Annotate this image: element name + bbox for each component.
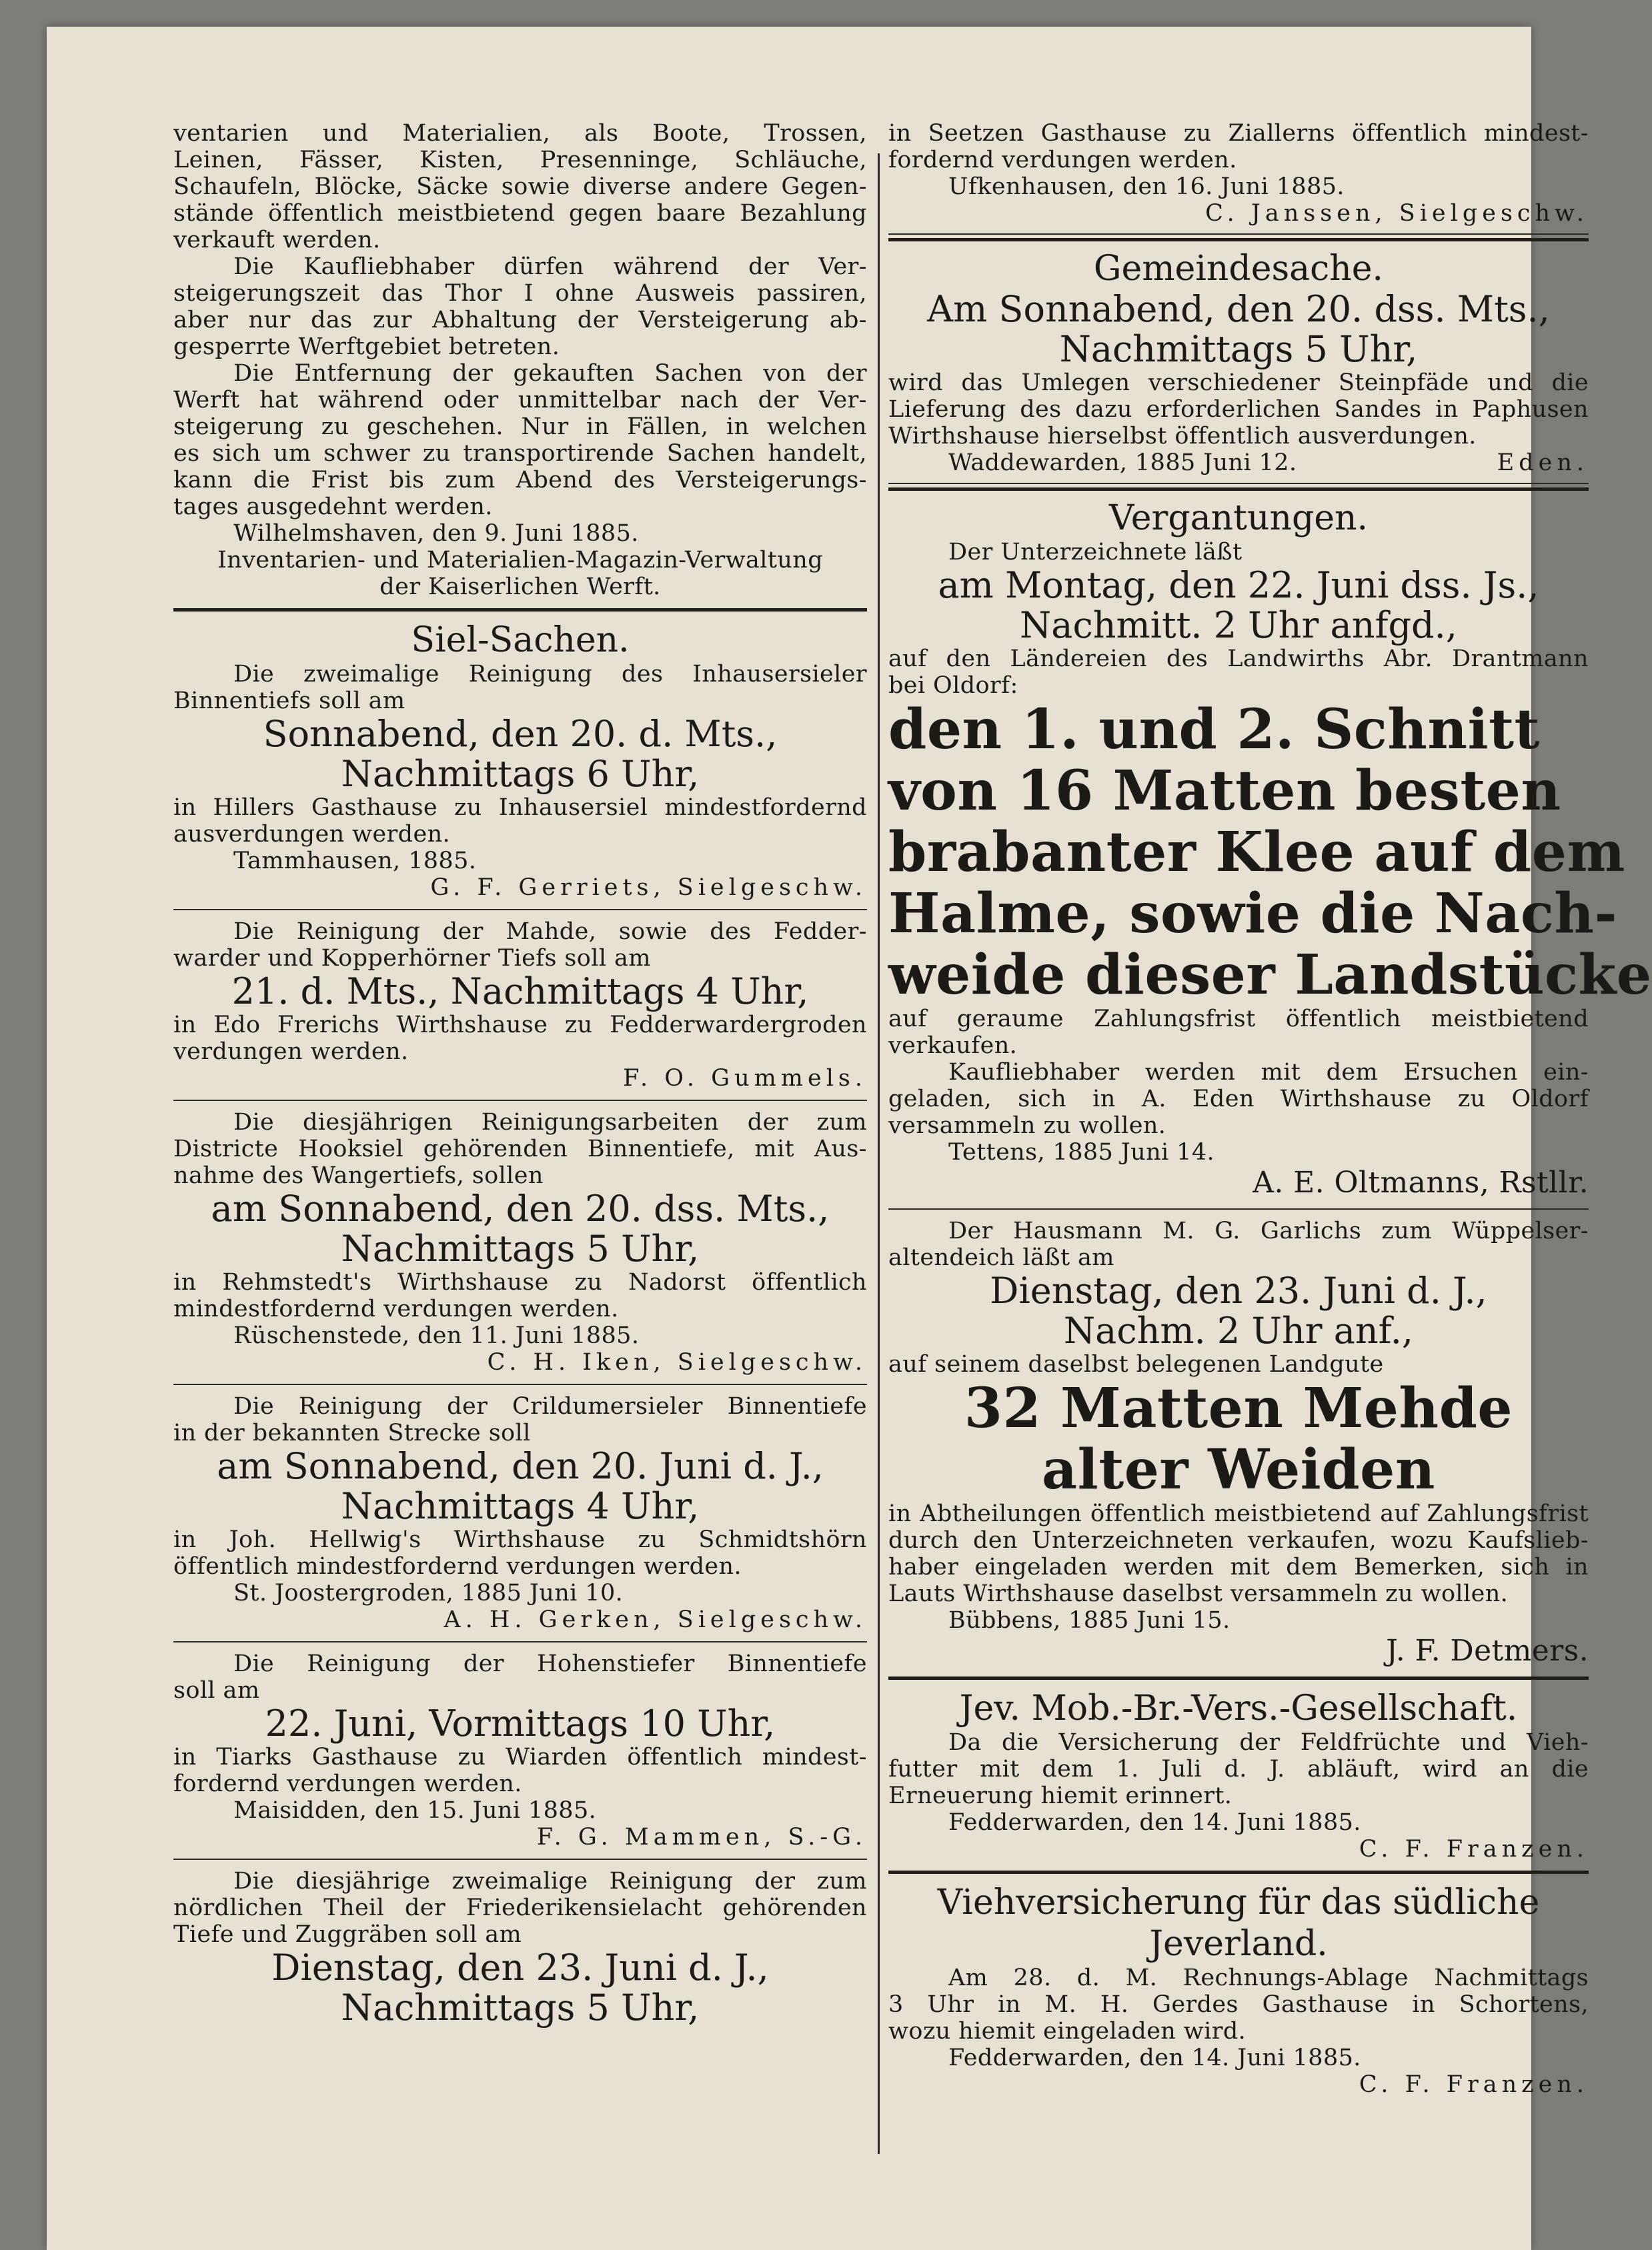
notice-rule: [173, 1100, 867, 1101]
date-headline: Dienstag, den 23. Juni d. J.,: [990, 1270, 1487, 1312]
text-line: Wirthshause hierselbst öffentlich ausverdungen.: [888, 423, 1477, 449]
text-line: es sich um schwer zu transportirende Sachen handelt,: [173, 440, 867, 467]
text-line: Die Entfernung der gekauften Sachen von der: [233, 360, 867, 387]
signature: G. F. Gerriets, Sielgeschw.: [430, 874, 867, 901]
text-line: geladen, sich in A. Eden Wirthshause zu Oldorf: [888, 1086, 1589, 1112]
text-line: in der bekannten Strecke soll: [173, 1420, 531, 1446]
text-line: Der Unterzeichnete läßt: [948, 539, 1243, 566]
text-line: Die zweimalige Reinigung des Inhausersieler: [233, 661, 867, 688]
newspaper-page: [47, 27, 1652, 2250]
auction-headline: den 1. und 2. Schnitt: [888, 698, 1540, 762]
date-signature-row: [888, 449, 1589, 476]
notice-rule: [173, 1859, 867, 1860]
date-line: Maisidden, den 15. Juni 1885.: [233, 1797, 597, 1824]
right-column: [888, 120, 1652, 2098]
time-headline: Nachmittags 5 Uhr,: [1059, 328, 1418, 370]
signature: C. Janssen, Sielgeschw.: [1205, 200, 1589, 227]
notice-rule: [888, 1208, 1589, 1210]
auction-headline: weide dieser Landstücke: [888, 943, 1652, 1007]
signature: C. F. Franzen.: [1359, 1836, 1589, 1863]
text-line: fordernd verdungen werden.: [173, 1771, 522, 1797]
section-heading: Jeverland.: [1149, 1924, 1328, 1964]
column-divider: [878, 153, 880, 2154]
text-line: aber nur das zur Abhaltung der Versteigerung ab-: [173, 307, 867, 333]
text-line: Kaufliebhaber werden mit dem Ersuchen ein-: [948, 1059, 1589, 1086]
text-line: in Joh. Hellwig's Wirthshause zu Schmidtshörn: [173, 1526, 867, 1553]
time-headline: Nachmittags 5 Uhr,: [341, 1228, 700, 1270]
text-line: in Edo Frerichs Wirthshause zu Fedderwardergroden: [173, 1012, 867, 1038]
signature: F. G. Mammen, S.-G.: [536, 1824, 867, 1851]
date-line: Fedderwarden, den 14. Juni 1885.: [948, 1809, 1361, 1836]
text-line: ausverdungen werden.: [173, 821, 451, 848]
left-column: [173, 120, 867, 2028]
text-line: auf seinem daselbst belegenen Landgute: [888, 1351, 1384, 1378]
text-line: 3 Uhr in M. H. Gerdes Gasthause in Schortens,: [888, 1991, 1589, 2018]
date-line: Tammhausen, 1885.: [233, 848, 477, 874]
text-line: Werft hat während oder unmittelbar nach der Ver-: [173, 387, 867, 413]
signature: A. H. Gerken, Sielgeschw.: [444, 1606, 867, 1633]
text-line: haber eingeladen werden mit dem Bemerken, sich in: [888, 1554, 1589, 1580]
text-line: Der Hausmann M. G. Garlichs zum Wüppelser-: [948, 1218, 1589, 1244]
text-line: Die Kaufliebhaber dürfen während der Ver-: [233, 253, 867, 280]
text-line: verkaufen.: [888, 1032, 1018, 1059]
date-line: Waddewarden, 1885 Juni 12.: [948, 449, 1297, 476]
text-line: in Rehmstedt's Wirthshause zu Nadorst öffentlich: [173, 1269, 867, 1296]
text-line: kann die Frist bis zum Abend des Versteigerungs-: [173, 467, 867, 493]
text-line: Schaufeln, Blöcke, Säcke sowie diverse andere Gegen-: [173, 173, 867, 200]
auction-headline: Halme, sowie die Nach-: [888, 882, 1617, 946]
section-heading: Gemeindesache.: [1093, 249, 1384, 289]
text-line: nahme des Wangertiefs, sollen: [173, 1162, 544, 1189]
notice-rule: [173, 1641, 867, 1642]
text-line: steigerungszeit das Thor I ohne Ausweis passiren,: [173, 280, 867, 307]
date-headline: am Sonnabend, den 20. Juni d. J.,: [217, 1445, 824, 1487]
text-line: auf geraume Zahlungsfrist öffentlich meistbietend: [888, 1006, 1589, 1032]
text-line: verkauft werden.: [173, 227, 381, 253]
text-line: Die diesjährigen Reinigungsarbeiten der zum: [233, 1109, 867, 1136]
date-line: Rüschenstede, den 11. Juni 1885.: [233, 1322, 640, 1349]
text-line: mindestfordernd verdungen werden.: [173, 1296, 619, 1322]
text-line: Am 28. d. M. Rechnungs-Ablage Nachmittags: [948, 1965, 1589, 1991]
date-headline: 22. Juni, Vormittags 10 Uhr,: [265, 1703, 776, 1745]
text-line: Districte Hooksiel gehörenden Binnentiefe, mit Aus-: [173, 1136, 867, 1162]
text-line: ventarien und Materialien, als Boote, Trossen,: [173, 120, 867, 147]
text-line: versammeln zu wollen.: [888, 1112, 1166, 1139]
notice-rule: [173, 909, 867, 910]
text-line: Lieferung des dazu erforderlichen Sandes in Paphusen: [888, 396, 1589, 423]
date-headline: Sonnabend, den 20. d. Mts.,: [263, 713, 778, 755]
section-rule: [888, 233, 1589, 241]
section-rule: [888, 1871, 1589, 1874]
text-line: Die Reinigung der Hohenstiefer Binnentiefe: [233, 1650, 867, 1677]
text-line: tages ausgedehnt werden.: [173, 493, 493, 520]
text-line: steigerung zu geschehen. Nur in Fällen, in welchen: [173, 413, 867, 440]
time-headline: Nachmittags 4 Uhr,: [341, 1485, 700, 1527]
section-rule: [888, 1676, 1589, 1680]
text-line: wird das Umlegen verschiedener Steinpfäde und die: [888, 369, 1589, 396]
time-headline: Nachmitt. 2 Uhr anfgd.,: [1020, 604, 1457, 646]
text-line: warder und Kopperhörner Tiefs soll am: [173, 945, 651, 972]
text-line: Binnentiefs soll am: [173, 688, 405, 714]
text-line: gesperrte Werftgebiet betreten.: [173, 333, 560, 360]
section-heading: Siel-Sachen.: [411, 620, 630, 660]
notice-rule: [173, 1384, 867, 1385]
signature: A. E. Oltmanns, Rstllr.: [1253, 1166, 1589, 1200]
text-line: durch den Unterzeichneten verkaufen, wozu Kaufslieb-: [888, 1527, 1589, 1554]
text-line: in Tiarks Gasthause zu Wiarden öffentlich mindest-: [173, 1744, 867, 1771]
signature: J. F. Detmers.: [1386, 1634, 1589, 1668]
signature: F. O. Gummels.: [623, 1065, 867, 1092]
section-heading: Vergantungen.: [1108, 498, 1369, 538]
text-line: bei Oldorf:: [888, 672, 1018, 699]
text-line: Lauts Wirthshause daselbst versammeln zu wollen.: [888, 1580, 1509, 1607]
section-rule: [888, 483, 1589, 491]
auction-headline: von 16 Matten besten: [888, 759, 1561, 823]
text-line: verdungen werden.: [173, 1038, 409, 1065]
text-line: fordernd verdungen werden.: [888, 147, 1237, 173]
text-line: Erneuerung hiemit erinnert.: [888, 1783, 1232, 1809]
date-headline: am Sonnabend, den 20. dss. Mts.,: [211, 1188, 830, 1230]
section-heading: Viehversicherung für das südliche: [937, 1883, 1540, 1923]
time-headline: Nachmittags 5 Uhr,: [341, 1987, 700, 2029]
text-line: Die Reinigung der Mahde, sowie des Fedder-: [233, 918, 867, 945]
section-heading: Jev. Mob.-Br.-Vers.-Gesellschaft.: [959, 1689, 1518, 1729]
text-line: Tiefe und Zuggräben soll am: [173, 1921, 522, 1948]
date-line: Fedderwarden, den 14. Juni 1885.: [948, 2045, 1361, 2071]
text-line: in Seetzen Gasthause zu Ziallerns öffentlich mindest-: [888, 120, 1589, 147]
text-line: Leinen, Fässer, Kisten, Presenninge, Schläuche,: [173, 147, 867, 173]
time-headline: Nachmittags 6 Uhr,: [341, 753, 700, 795]
text-line: in Abtheilungen öffentlich meistbietend auf Zahlungsfrist: [888, 1500, 1589, 1527]
date-headline: am Montag, den 22. Juni dss. Js.,: [938, 564, 1539, 606]
text-line: Da die Versicherung der Feldfrüchte und Vieh-: [948, 1729, 1589, 1756]
date-headline: Dienstag, den 23. Juni d. J.,: [271, 1947, 769, 1989]
signature: C. F. Franzen.: [1359, 2071, 1589, 2098]
text-line: Die diesjährige zweimalige Reinigung der zum: [233, 1868, 867, 1895]
text-line: soll am: [173, 1677, 260, 1704]
text-line: futter mit dem 1. Juli d. J. abläuft, wird an die: [888, 1756, 1589, 1783]
time-headline: Nachm. 2 Uhr anf.,: [1063, 1310, 1414, 1352]
date-headline: Am Sonnabend, den 20. dss. Mts.,: [927, 288, 1550, 330]
date-line: Bübbens, 1885 Juni 15.: [948, 1607, 1230, 1634]
text-line: altendeich läßt am: [888, 1244, 1114, 1271]
text-line: Die Reinigung der Crildumersieler Binnentiefe: [233, 1393, 867, 1420]
date-line: Ufkenhausen, den 16. Juni 1885.: [948, 173, 1345, 200]
text-line: in Hillers Gasthause zu Inhausersiel mindestfordernd: [173, 794, 867, 821]
signature: Eden.: [1497, 449, 1589, 476]
signature: der Kaiserlichen Werft.: [379, 574, 661, 600]
signature: C. H. Iken, Sielgeschw.: [487, 1349, 867, 1376]
date-line: St. Joostergroden, 1885 Juni 10.: [233, 1580, 624, 1606]
date-line: Tettens, 1885 Juni 14.: [948, 1139, 1215, 1166]
text-line: stände öffentlich meistbietend gegen baare Bezahlung: [173, 200, 867, 227]
date-headline: 21. d. Mts., Nachmittags 4 Uhr,: [231, 970, 809, 1012]
text-line: auf den Ländereien des Landwirths Abr. Drantmann: [888, 646, 1589, 672]
date-line: Wilhelmshaven, den 9. Juni 1885.: [233, 520, 639, 547]
section-rule: [173, 608, 867, 612]
text-line: öffentlich mindestfordernd verdungen werden.: [173, 1553, 742, 1580]
auction-headline: 32 Matten Mehde: [964, 1376, 1513, 1440]
signature: Inventarien- und Materialien-Magazin-Verwaltung: [217, 547, 824, 574]
auction-headline: alter Weiden: [1042, 1438, 1435, 1502]
text-line: wozu hiemit eingeladen wird.: [888, 2018, 1247, 2045]
auction-headline: brabanter Klee auf dem: [888, 820, 1625, 884]
text-line: nördlichen Theil der Friederikensielacht gehörenden: [173, 1895, 867, 1921]
